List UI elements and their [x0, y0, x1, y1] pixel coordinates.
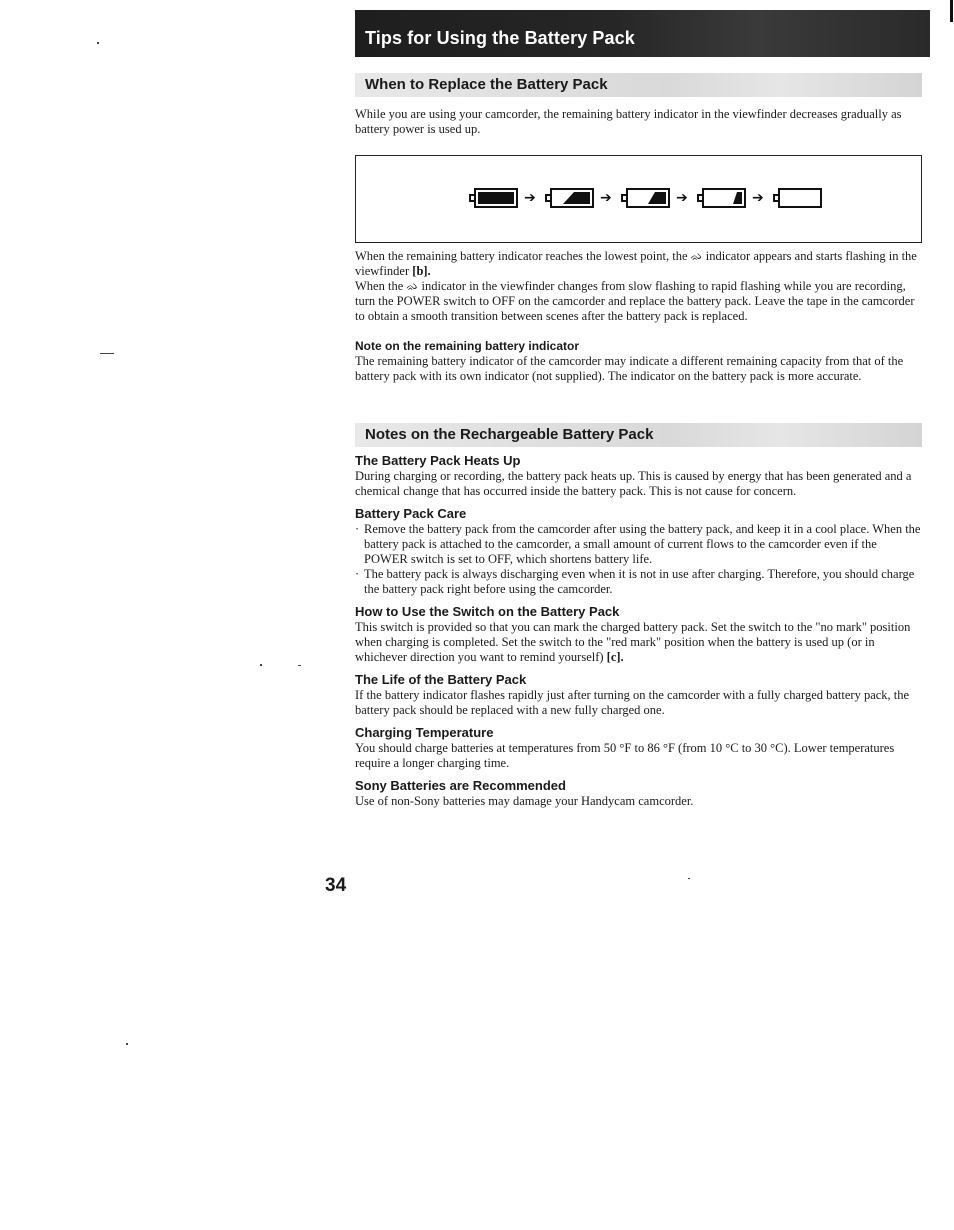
scan-speck — [260, 664, 262, 666]
battery-level-fill — [733, 192, 742, 204]
battery-indicator-sequence — [469, 186, 829, 212]
page-title-banner — [355, 10, 930, 57]
battery-body — [626, 188, 670, 208]
battery-body — [702, 188, 746, 208]
replace-after-1 — [355, 249, 923, 279]
section-header-replace — [355, 73, 922, 97]
sony-heading: Sony Batteries are Recommended — [355, 778, 566, 793]
battery-level-fill — [563, 192, 590, 204]
battery-icon — [469, 188, 519, 210]
temp-text: You should charge batteries at temperatures from 50 °F to 86 °F (from 10 °C to 30 °C). Lower temperatures require a longer charging time. — [355, 741, 895, 770]
battery-body — [778, 188, 822, 208]
scan-speck — [298, 665, 301, 666]
section-title-notes: Notes on the Rechargeable Battery Pack — [365, 426, 654, 443]
sony-text: Use of non-Sony batteries may damage your Handycam camcorder. — [355, 794, 694, 808]
battery-level-fill — [648, 192, 666, 204]
switch-text — [355, 620, 923, 665]
care-heading: Battery Pack Care — [355, 506, 467, 521]
page-edge-mark — [950, 0, 953, 22]
replace-after-1-text-a: When the remaining battery indicator reaches the lowest point, the — [355, 249, 688, 263]
battery-indicator-figure — [355, 155, 922, 243]
replace-after-2 — [355, 279, 923, 324]
page-number: 34 — [325, 875, 347, 896]
tape-warning-icon: ᨋ — [406, 279, 419, 293]
page-title: Tips for Using the Battery Pack — [365, 28, 635, 48]
battery-level-fill — [478, 192, 514, 204]
notes-block — [355, 453, 923, 809]
battery-icon — [773, 188, 823, 210]
heats-text: During charging or recording, the battery pack heats up. This is caused by energy that has been generated and a chemical change that has occurred inside the battery pack. This is not cause for concern. — [355, 469, 912, 498]
switch-heading: How to Use the Switch on the Battery Pack — [355, 604, 620, 619]
section-title-replace: When to Replace the Battery Pack — [365, 76, 608, 93]
section-header-notes — [355, 423, 922, 447]
life-text: If the battery indicator flashes rapidly just after turning on the camcorder with a fully charged battery pack, the battery pack should be replaced with a new fully charged one. — [355, 688, 910, 717]
figure-ref-b: [b]. — [412, 264, 431, 278]
figure-ref-c: [c]. — [606, 650, 624, 664]
replace-intro-block — [355, 107, 923, 137]
care-bullet-2: · The battery pack is always discharging even when it is not in use after charging. Therefore, you should charge the battery pack right before using the camcorder. — [355, 567, 923, 597]
scan-speck — [126, 1043, 128, 1045]
tape-warning-icon: ᨋ — [690, 249, 703, 263]
replace-after-block — [355, 249, 923, 384]
care-bullet-1: · Remove the battery pack from the camcorder after using the battery pack, and keep it in a cool place. When the battery pack is attached to the camcorder, a small amount of current flows to the camcorder even if the POWER switch is set to OFF, which shortens battery life. — [355, 522, 923, 567]
battery-icon — [621, 188, 671, 210]
note-text: The remaining battery indicator of the camcorder may indicate a different remaining capacity from that of the battery pack with its own indicator (not supplied). The indicator on the battery pack is more accurate. — [355, 354, 904, 383]
arrow-right-icon: ➔ — [752, 190, 764, 206]
replace-intro: While you are using your camcorder, the remaining battery indicator in the viewfinder decreases gradually as battery power is used up. — [355, 107, 902, 136]
replace-after-1-text-b: indicator appears and starts flashing in the viewfinder — [355, 249, 917, 278]
heats-heading: The Battery Pack Heats Up — [355, 453, 521, 468]
battery-icon — [697, 188, 747, 210]
replace-after-2-text-a: When the — [355, 279, 404, 293]
arrow-right-icon: ➔ — [600, 190, 612, 206]
arrow-right-icon: ➔ — [676, 190, 688, 206]
life-heading: The Life of the Battery Pack — [355, 672, 527, 687]
replace-after-2-text-b: indicator in the viewfinder changes from slow flashing to rapid flashing while you are recording, turn the POWER switch to OFF on the camcorder and replace the battery pack. Leave the tape in the camcorder to obtain a smooth transition between scenes after the battery pack is replaced. — [355, 279, 915, 323]
temp-heading: Charging Temperature — [355, 725, 494, 740]
switch-text-body: This switch is provided so that you can mark the charged battery pack. Set the switch to the "no mark" position when charging is completed. Set the switch to the "red mark" position when the battery is used up (or in whichever direction you want to remind yourself) — [355, 620, 911, 664]
scan-speck — [100, 353, 114, 354]
battery-body — [550, 188, 594, 208]
arrow-right-icon: ➔ — [524, 190, 536, 206]
scan-speck — [688, 878, 690, 879]
note-heading: Note on the remaining battery indicator — [355, 339, 580, 353]
scan-speck — [97, 42, 99, 44]
battery-body — [474, 188, 518, 208]
battery-icon — [545, 188, 595, 210]
